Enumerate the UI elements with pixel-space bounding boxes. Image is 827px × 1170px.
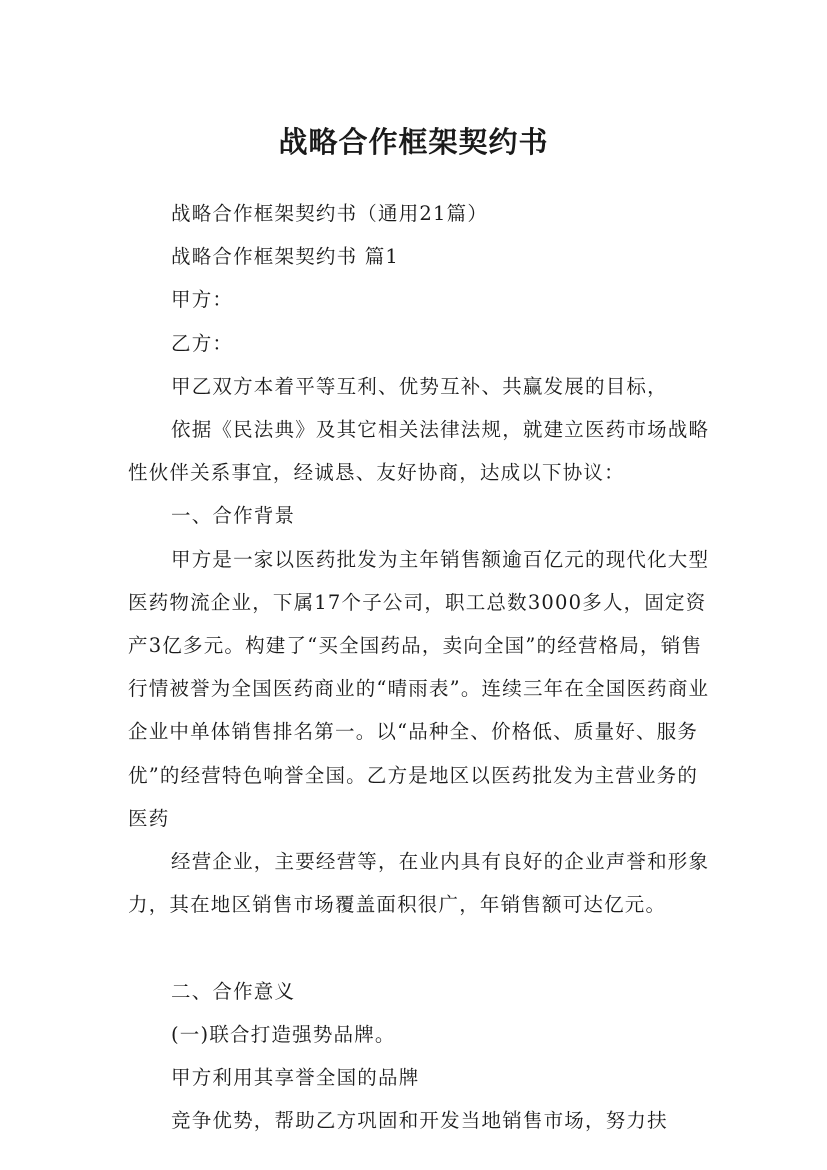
paragraph-subheading-brand: (一)联合打造强势品牌。 <box>171 1022 396 1046</box>
paragraph-section-heading: 战略合作框架契约书 篇1 <box>171 245 400 269</box>
paragraph-heading-significance: 二、合作意义 <box>171 979 296 1003</box>
paragraph-party-b-description: 经营企业，主要经营等，在业内具有良好的企业声誉和形象力，其在地区销售市场覆盖面积很广，年销售额可达亿元。 <box>128 850 710 917</box>
document-body <box>128 192 718 1142</box>
paragraph-competition: 竞争优势，帮助乙方巩固和开发当地销售市场，努力扶 <box>171 1109 668 1133</box>
paragraph-legal-basis: 依据《民法典》及其它相关法律法规，就建立医药市场战略性伙伴关系事宜，经诚恳、友好协商，达成以下协议： <box>128 418 710 485</box>
paragraph-party-b: 乙方： <box>171 331 234 355</box>
paragraph-party-a-description: 甲方是一家以医药批发为主年销售额逾百亿元的现代化大型医药物流企业，下属17个子公司，职工总数3000多人，固定资产3亿多元。构建了“买全国药品，卖向全国”的经营格局，销售行情被誉为全国医药商业的“晴雨表”。连续三年在全国医药商业企业中单体销售排名第一。以“品种全、价格低、质量好、服务优”的经营特色响誉全国。乙方是地区以医药批发为主营业务的医药 <box>128 547 710 830</box>
paragraph-party-a: 甲方： <box>171 288 234 312</box>
paragraph-subtitle: 战略合作框架契约书（通用21篇） <box>171 202 489 225</box>
paragraph-spacer <box>128 926 718 969</box>
paragraph-brand-advantage: 甲方利用其享誉全国的品牌 <box>171 1066 420 1090</box>
paragraph-heading-background: 一、合作背景 <box>171 504 296 528</box>
document-title: 战略合作框架契约书 <box>278 125 549 160</box>
paragraph-preamble: 甲乙双方本着平等互利、优势互补、共赢发展的目标， <box>171 374 668 398</box>
